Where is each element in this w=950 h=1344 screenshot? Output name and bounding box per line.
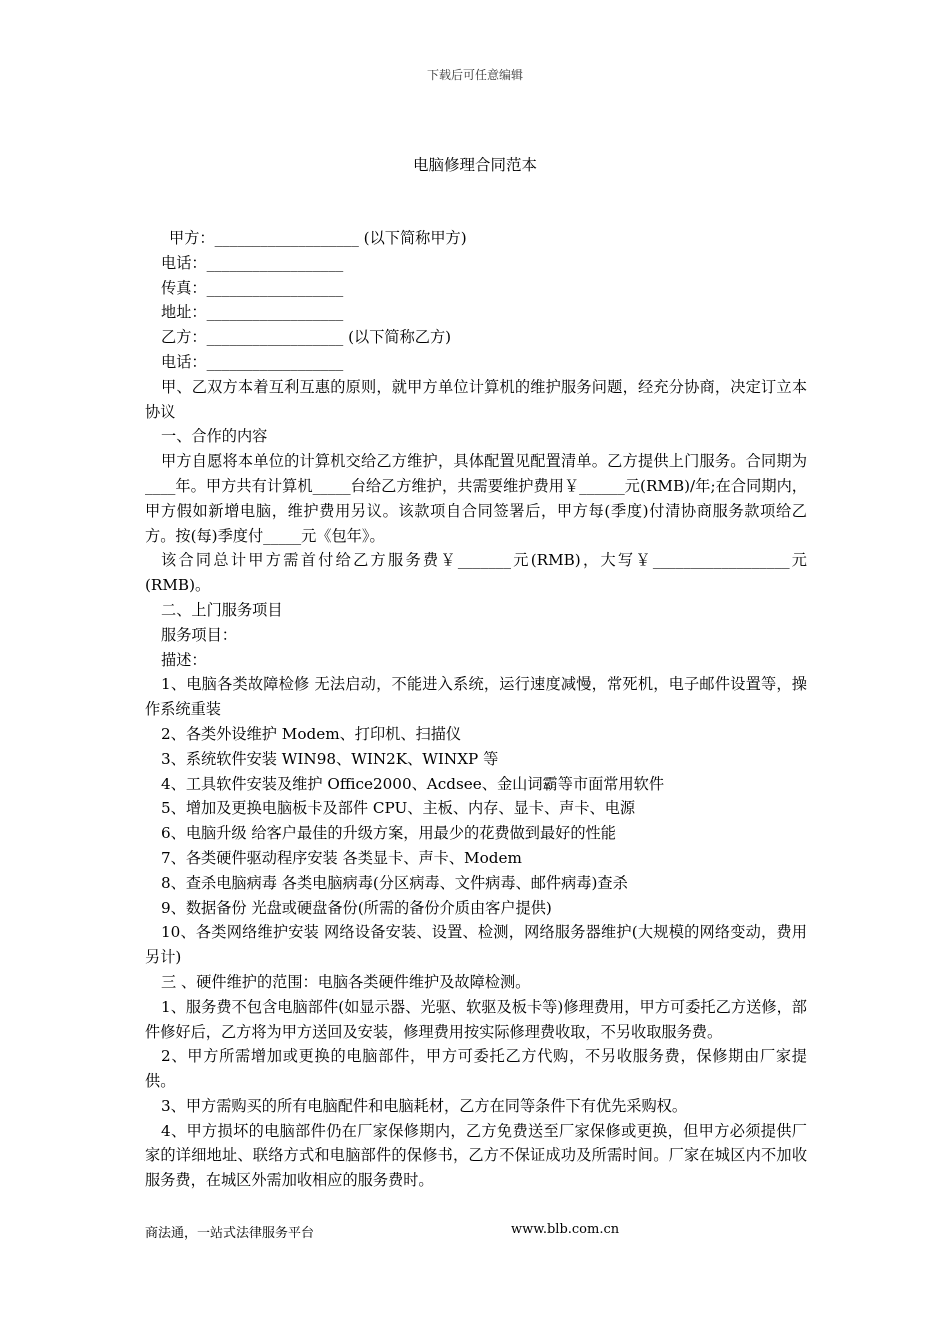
description-label: 描述： — [161, 650, 207, 669]
hardware-clause: 1、服务费不包含电脑部件(如显示器、光驱、软驱及板卡等)修理费用，甲方可委托乙方送修，部件修好后，乙方将为甲方送回及安装，修理费用按实际修理费收取，不另收取服务费。 — [145, 997, 807, 1041]
party-a-line: 甲方：___________________ (以下简称甲方) — [169, 229, 467, 247]
hardware-clause: 3、甲方需购买的所有电脑配件和电脑耗材，乙方在同等条件下有优先采购权。 — [161, 1096, 688, 1115]
party-b-line: 乙方：__________________ (以下简称乙方) — [161, 328, 452, 347]
document-body — [145, 226, 807, 1193]
hardware-clause: 2、甲方所需增加或更换的电脑部件，甲方可委托乙方代购，不另收服务费，保修期由厂家提供。 — [145, 1047, 807, 1091]
section-heading-3: 三 、硬件维护的范围：电脑各类硬件维护及故障检测。 — [161, 972, 531, 991]
hardware-clause: 4、甲方损坏的电脑部件仍在厂家保修期内，乙方免费送至厂家保修或更换，但甲方必须提供厂家的详细地址、联络方式和电脑部件的保修书，乙方不保证成功及所需时间。厂家在城区内不加收服务费，在城区外需加收相应的服务费时。 — [145, 1121, 807, 1190]
party-a-fax: 传真：__________________ — [161, 278, 344, 297]
header-note: 下载后可任意编辑 — [426, 68, 523, 82]
service-item: 7、各类硬件驱动程序安装 各类显卡、声卡、Modem — [161, 848, 522, 867]
section-heading-2: 二、上门服务项目 — [161, 600, 283, 619]
preamble-paragraph: 甲、乙双方本着互利互惠的原则，就甲方单位计算机的维护服务问题，经充分协商，决定订立本协议 — [145, 377, 807, 421]
service-item: 4、工具软件安装及维护 Office2000、Acdsee、金山词霸等市面常用软件 — [161, 774, 665, 793]
footer-url: www.blb.com.cn — [511, 1222, 620, 1237]
service-item: 1、电脑各类故障检修 无法启动，不能进入系统，运行速度减慢，常死机，电子邮件设置等，操作系统重装 — [145, 675, 807, 719]
service-item: 3、系统软件安装 WIN98、WIN2K、WINXP 等 — [161, 749, 499, 768]
cooperation-paragraph: 甲方自愿将本单位的计算机交给乙方维护，具体配置见配置清单。乙方提供上门服务。合同期为____年。甲方共有计算机_____台给乙方维护，共需要维护费用￥______元(RMB)/年;在合同期内，甲方假如新增电脑，维护费用另议。该款项自合同签署后，甲方每(季度)付清协商服务款项给乙方。按(每)季度付_____元《包年》。 — [145, 452, 807, 545]
party-a-phone: 电话：__________________ — [161, 253, 344, 272]
footer-brand: 商法通，一站式法律服务平台 — [145, 1226, 315, 1241]
service-item: 2、各类外设维护 Modem、打印机、扫描仪 — [161, 724, 462, 743]
section-heading-1: 一、合作的内容 — [161, 427, 268, 446]
service-items-label: 服务项目： — [161, 625, 237, 644]
document-title: 电脑修理合同范本 — [412, 156, 537, 174]
service-item: 9、数据备份 光盘或硬盘备份(所需的备份介质由客户提供) — [161, 898, 552, 917]
service-item: 8、查杀电脑病毒 各类电脑病毒(分区病毒、文件病毒、邮件病毒)查杀 — [161, 873, 628, 892]
party-b-phone: 电话：__________________ — [161, 352, 344, 371]
party-a-address: 地址：__________________ — [161, 303, 344, 322]
service-item: 10、各类网络维护安装 网络设备安装、设置、检测，网络服务器维护(大规模的网络变动，费用另计) — [145, 923, 807, 967]
total-fee-paragraph: 该合同总计甲方需首付给乙方服务费￥_______元(RMB)，大写￥__________________元(RMB)。 — [145, 551, 807, 595]
service-item: 5、增加及更换电脑板卡及部件 CPU、主板、内存、显卡、声卡、电源 — [161, 799, 636, 818]
service-item: 6、电脑升级 给客户最佳的升级方案，用最少的花费做到最好的性能 — [161, 824, 616, 843]
